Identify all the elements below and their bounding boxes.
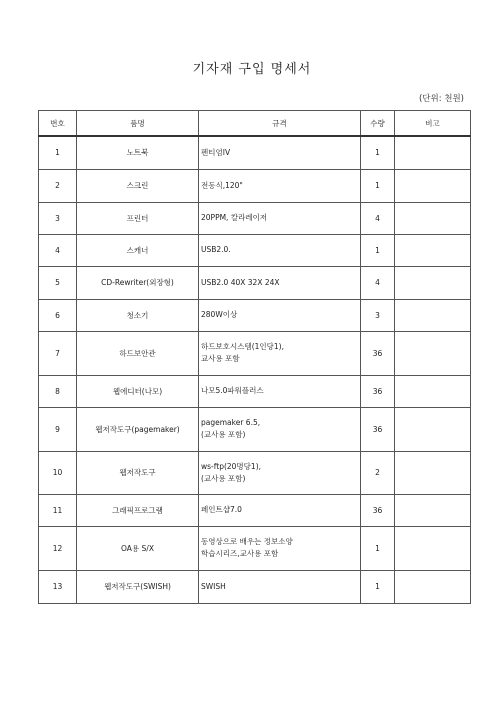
row-qty: 1 [361, 169, 395, 202]
row-no: 3 [39, 202, 77, 234]
table-row [39, 169, 471, 202]
table-row [39, 526, 471, 570]
row-spec [199, 136, 361, 169]
purchase-spec-table [38, 110, 471, 604]
row-qty: 36 [361, 494, 395, 526]
row-item: 프린터 [77, 202, 199, 234]
row-no: 13 [39, 570, 77, 603]
table-row [39, 375, 471, 407]
row-spec [199, 169, 361, 202]
spec-line: 전동식,120" [201, 180, 243, 190]
spec-line: (교사용 포함) [201, 473, 246, 483]
spec-line: ws-ftp(20명당1), [201, 461, 261, 471]
spec-line: 하드보호시스템(1인당1), [201, 342, 284, 351]
row-qty: 36 [361, 375, 395, 407]
row-no: 1 [39, 136, 77, 169]
row-spec [199, 570, 361, 603]
unit-note: (단위: 천원) [418, 94, 464, 104]
row-qty: 2 [361, 451, 395, 494]
spec-line: 나모5.0파워플러스 [201, 386, 264, 395]
spec-line: 학습시리즈,교사용 포함 [201, 549, 279, 558]
spec-line: USB2.0. [201, 245, 231, 254]
row-no: 12 [39, 526, 77, 570]
row-spec [199, 202, 361, 234]
row-no: 10 [39, 451, 77, 494]
row-item: 웹저작도구(pagemaker) [77, 407, 199, 451]
row-item: 청소기 [77, 299, 199, 331]
row-qty: 36 [361, 331, 395, 375]
row-qty: 4 [361, 266, 395, 299]
row-note [395, 234, 471, 266]
row-spec [199, 494, 361, 526]
row-no: 7 [39, 331, 77, 375]
row-qty: 1 [361, 526, 395, 570]
row-note [395, 451, 471, 494]
table-row [39, 494, 471, 526]
header-qty: 수량 [361, 111, 395, 137]
spec-line: 동영상으로 배우는 정보소양 [201, 537, 293, 546]
row-note [395, 136, 471, 169]
row-qty: 3 [361, 299, 395, 331]
row-spec [199, 234, 361, 266]
row-spec [199, 266, 361, 299]
row-note [395, 494, 471, 526]
row-note [395, 169, 471, 202]
row-note [395, 202, 471, 234]
header-spec: 규격 [199, 111, 361, 137]
row-item: OA용 S/X [77, 526, 199, 570]
table-row [39, 407, 471, 451]
spec-line: 20PPM, 칼라레이저 [201, 213, 268, 222]
row-item: 웹저작도구 [77, 451, 199, 494]
row-spec [199, 451, 361, 494]
row-note [395, 299, 471, 331]
row-note [395, 375, 471, 407]
row-qty: 36 [361, 407, 395, 451]
table-row [39, 234, 471, 266]
row-qty: 4 [361, 202, 395, 234]
document-title: 기자재 구입 명세서 [192, 62, 312, 77]
row-no: 6 [39, 299, 77, 331]
spec-line: (교사용 포함) [201, 430, 246, 439]
spec-line: 교사용 포함 [201, 354, 240, 363]
header-note: 비고 [395, 111, 471, 137]
table-row [39, 331, 471, 375]
row-item: 그래픽프로그램 [77, 494, 199, 526]
header-item: 품명 [77, 111, 199, 137]
row-no: 2 [39, 169, 77, 202]
spec-line: SWISH [201, 581, 226, 591]
row-no: 11 [39, 494, 77, 526]
spec-line: pagemaker 6.5, [201, 418, 261, 427]
row-qty: 1 [361, 136, 395, 169]
table-header-row [39, 111, 471, 137]
row-spec [199, 407, 361, 451]
row-qty: 1 [361, 234, 395, 266]
row-qty: 1 [361, 570, 395, 603]
row-item: 웹저작도구(SWISH) [77, 570, 199, 603]
row-item: 스크린 [77, 169, 199, 202]
row-no: 9 [39, 407, 77, 451]
row-no: 4 [39, 234, 77, 266]
row-no: 5 [39, 266, 77, 299]
row-no: 8 [39, 375, 77, 407]
table-row [39, 299, 471, 331]
spec-line: 페인트샵7.0 [201, 505, 242, 514]
row-item: 하드보안관 [77, 331, 199, 375]
row-note [395, 570, 471, 603]
table-row [39, 202, 471, 234]
table-row [39, 451, 471, 494]
row-note [395, 331, 471, 375]
table-body [39, 136, 471, 603]
row-spec [199, 526, 361, 570]
row-spec [199, 375, 361, 407]
table-row [39, 570, 471, 603]
spec-line: USB2.0 40X 32X 24X [201, 277, 280, 287]
table-row [39, 266, 471, 299]
header-no: 번호 [39, 111, 77, 137]
row-spec [199, 299, 361, 331]
row-note [395, 526, 471, 570]
spec-line: 펜티엄IV [201, 147, 231, 157]
row-item: CD-Rewriter(외장형) [77, 266, 199, 299]
row-note [395, 407, 471, 451]
spec-line: 280W이상 [201, 310, 238, 319]
row-item: 노트북 [77, 136, 199, 169]
table-row [39, 136, 471, 169]
row-note [395, 266, 471, 299]
row-item: 웹에디터(나모) [77, 375, 199, 407]
row-spec [199, 331, 361, 375]
row-item: 스캐너 [77, 234, 199, 266]
